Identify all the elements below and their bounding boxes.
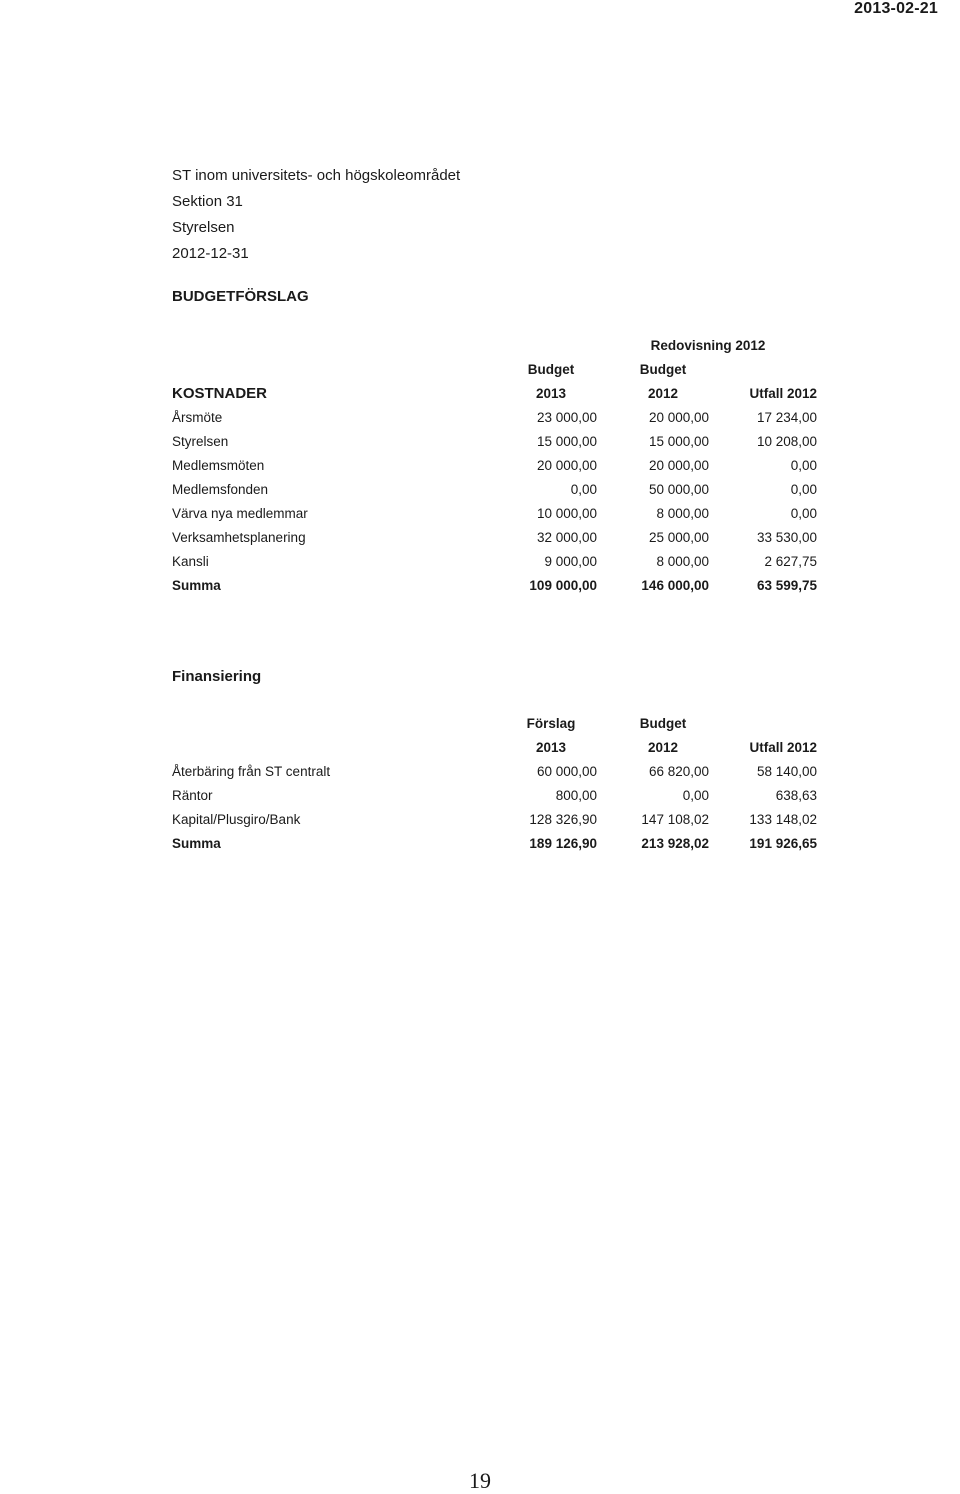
date-stamp: 2013-02-21: [854, 0, 938, 17]
row-value-budget-2013: 23 000,00: [536, 410, 597, 425]
row-value-utfall-2012: 638,63: [775, 788, 817, 803]
total-budget-2012: 213 928,02: [641, 836, 709, 851]
col-utfall-2012: Utfall 2012: [749, 386, 817, 401]
row-value-utfall-2012: 2 627,75: [764, 554, 817, 569]
col-budget-2012-top: Budget: [639, 362, 687, 377]
row-label: Medlemsmöten: [172, 458, 265, 473]
redovisning-header: Redovisning 2012: [650, 338, 766, 353]
row-label: Kapital/Plusgiro/Bank: [172, 812, 301, 827]
table-row: [172, 760, 832, 784]
row-label: Räntor: [172, 788, 213, 803]
document-title: BUDGETFÖRSLAG: [172, 288, 309, 305]
col-budget-2013-top: Budget: [527, 362, 575, 377]
total-label: Summa: [172, 578, 221, 593]
total-budget-2013: 109 000,00: [529, 578, 597, 593]
row-value-budget-2012: 20 000,00: [648, 458, 709, 473]
row-value-forslag-2013: 800,00: [555, 788, 597, 803]
table-row: [172, 478, 832, 502]
row-value-forslag-2013: 60 000,00: [536, 764, 597, 779]
table-row: [172, 550, 832, 574]
financing-total-row: [172, 832, 832, 856]
row-value-utfall-2012: 133 148,02: [749, 812, 817, 827]
row-value-budget-2012: 8 000,00: [656, 554, 709, 569]
row-value-budget-2012: 8 000,00: [656, 506, 709, 521]
financing-header-row-2: [172, 736, 832, 760]
col-forslag-2013-bottom: 2013: [535, 740, 567, 755]
row-label: Återbäring från ST centralt: [172, 764, 331, 779]
row-label: Värva nya medlemmar: [172, 506, 308, 521]
total-label: Summa: [172, 836, 221, 851]
page-number: 19: [469, 1468, 491, 1493]
board-name: Styrelsen: [172, 219, 235, 236]
col-forslag-2013-top: Förslag: [526, 716, 576, 731]
row-value-budget-2012: 66 820,00: [648, 764, 709, 779]
costs-section-label: KOSTNADER: [172, 385, 268, 402]
row-value-budget-2013: 0,00: [570, 482, 597, 497]
organization-name: ST inom universitets- och högskoleområdet: [172, 167, 461, 184]
costs-header-row-2: [172, 382, 832, 406]
row-value-budget-2012: 0,00: [682, 788, 709, 803]
row-label: Medlemsfonden: [172, 482, 269, 497]
table-row: [172, 784, 832, 808]
total-utfall-2012: 191 926,65: [749, 836, 817, 851]
row-value-utfall-2012: 17 234,00: [756, 410, 817, 425]
row-label: Styrelsen: [172, 434, 229, 449]
col-budget-2013-bottom: 2013: [535, 386, 567, 401]
row-value-utfall-2012: 10 208,00: [756, 434, 817, 449]
total-utfall-2012: 63 599,75: [756, 578, 817, 593]
row-value-utfall-2012: 0,00: [790, 482, 817, 497]
table-row: [172, 502, 832, 526]
table-row: [172, 430, 832, 454]
costs-group-header-row: [172, 334, 832, 358]
row-label: Verksamhetsplanering: [172, 530, 306, 545]
financing-title: Finansiering: [172, 668, 262, 685]
row-value-budget-2013: 20 000,00: [536, 458, 597, 473]
row-value-utfall-2012: 0,00: [790, 458, 817, 473]
row-value-budget-2012: 147 108,02: [641, 812, 709, 827]
col-budget-2012-top: Budget: [639, 716, 687, 731]
costs-table: [172, 334, 832, 598]
row-value-budget-2013: 10 000,00: [536, 506, 597, 521]
row-value-budget-2012: 20 000,00: [648, 410, 709, 425]
row-value-utfall-2012: 0,00: [790, 506, 817, 521]
col-budget-2012-bottom: 2012: [647, 386, 679, 401]
costs-total-row: [172, 574, 832, 598]
row-label: Årsmöte: [172, 410, 223, 425]
section-name: Sektion 31: [172, 193, 243, 210]
table-row: [172, 406, 832, 430]
table-row: [172, 526, 832, 550]
row-value-budget-2013: 32 000,00: [536, 530, 597, 545]
document-date: 2012-12-31: [172, 245, 249, 262]
row-label: Kansli: [172, 554, 209, 569]
financing-header-row-1: [172, 712, 832, 736]
col-budget-2012-bottom: 2012: [647, 740, 679, 755]
row-value-budget-2013: 9 000,00: [544, 554, 597, 569]
row-value-utfall-2012: 33 530,00: [756, 530, 817, 545]
row-value-budget-2012: 15 000,00: [648, 434, 709, 449]
row-value-utfall-2012: 58 140,00: [756, 764, 817, 779]
col-utfall-2012: Utfall 2012: [749, 740, 817, 755]
document-header: [172, 163, 460, 267]
total-forslag-2013: 189 126,90: [529, 836, 597, 851]
row-value-budget-2013: 15 000,00: [536, 434, 597, 449]
table-row: [172, 808, 832, 832]
row-value-forslag-2013: 128 326,90: [529, 812, 597, 827]
row-value-budget-2012: 25 000,00: [648, 530, 709, 545]
financing-table: [172, 712, 832, 856]
row-value-budget-2012: 50 000,00: [648, 482, 709, 497]
costs-header-row-1: [172, 358, 832, 382]
table-row: [172, 454, 832, 478]
total-budget-2012: 146 000,00: [641, 578, 709, 593]
